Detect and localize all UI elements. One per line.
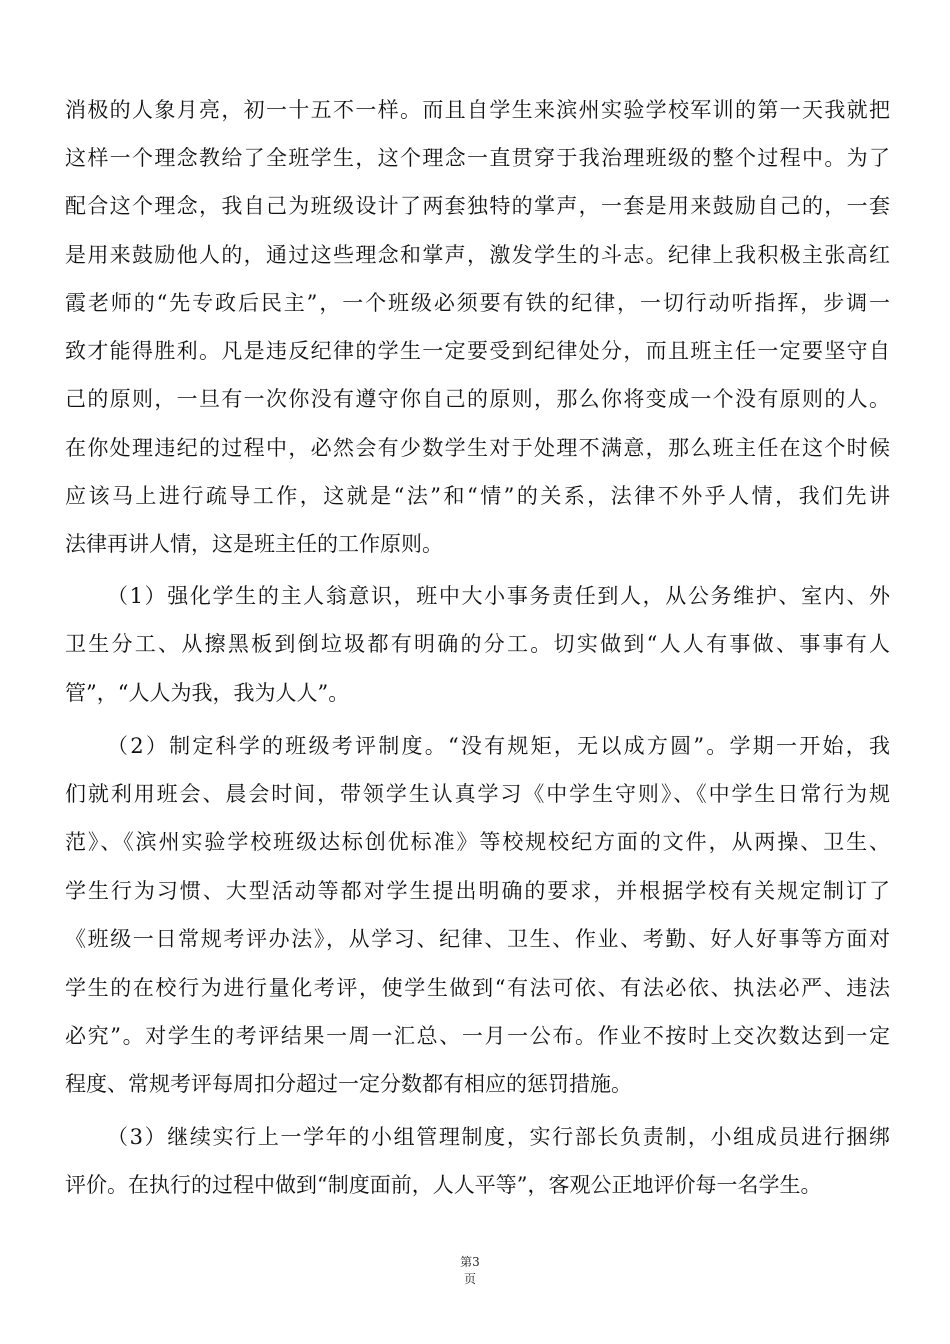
- text-line: 学生的在校行为进行量化考评，使学生做到“有法可依、有法必依、执法必严、违法: [65, 976, 890, 1000]
- text-line: （3）继续实行上一学年的小组管理制度，实行部长负责制，小组成员进行捆绑: [107, 1125, 890, 1149]
- text-line: 配合这个理念，我自己为班级设计了两套独特的掌声，一套是用来鼓励自己的，一套: [65, 194, 890, 218]
- text-line: 卫生分工、从擦黑板到倒垃圾都有明确的分工。切实做到“人人有事做、事事有人: [65, 632, 890, 656]
- page-number-line1: 第3: [460, 1255, 480, 1269]
- text-line: 己的原则，一旦有一次你没有遵守你自己的原则，那么你将变成一个没有原则的人。: [65, 387, 890, 411]
- text-line: 范》、《滨州实验学校班级达标创优标准》等校规校纪方面的文件，从两操、卫生、: [65, 830, 890, 854]
- text-line: 霞老师的“先专政后民主”，一个班级必须要有铁的纪律，一切行动听指挥，步调一: [65, 291, 890, 315]
- page-number-line2: 页: [463, 1272, 476, 1286]
- text-line: （1）强化学生的主人翁意识，班中大小事务责任到人，从公务维护、室内、外: [107, 584, 890, 608]
- text-line: （2）制定科学的班级考评制度。“没有规矩，无以成方圆”。学期一开始，我: [107, 734, 890, 758]
- text-line: 们就利用班会、晨会时间，带领学生认真学习《中学生守则》、《中学生日常行为规: [65, 782, 890, 806]
- page-number: [445, 1254, 495, 1288]
- text-line: 学生行为习惯、大型活动等都对学生提出明确的要求，并根据学校有关规定制订了: [65, 879, 890, 903]
- text-line: 消极的人象月亮，初一十五不一样。而且自学生来滨州实验学校军训的第一天我就把: [65, 98, 890, 122]
- text-line: 在你处理违纪的过程中，必然会有少数学生对于处理不满意，那么班主任在这个时候: [65, 436, 890, 460]
- text-line: 评价。在执行的过程中做到“制度面前，人人平等”，客观公正地评价每一名学生。: [65, 1173, 822, 1197]
- text-line: 法律再讲人情，这是班主任的工作原则。: [65, 532, 443, 556]
- text-line: 必究”。对学生的考评结果一周一汇总、一月一公布。作业不按时上交次数达到一定: [65, 1024, 890, 1048]
- text-line: 致才能得胜利。凡是违反纪律的学生一定要受到纪律处分，而且班主任一定要坚守自: [65, 339, 890, 363]
- text-line: 应该马上进行疏导工作，这就是“法”和“情”的关系，法律不外乎人情，我们先讲: [65, 484, 890, 508]
- text-line: 程度、常规考评每周扣分超过一定分数都有相应的惩罚措施。: [65, 1072, 632, 1096]
- text-line: 《班级一日常规考评办法》，从学习、纪律、卫生、作业、考勤、好人好事等方面对: [65, 927, 890, 951]
- text-line: 管”，“人人为我，我为人人”。: [65, 681, 350, 705]
- text-line: 是用来鼓励他人的，通过这些理念和掌声，激发学生的斗志。纪律上我积极主张高红: [65, 243, 890, 267]
- text-line: 这样一个理念教给了全班学生，这个理念一直贯穿于我治理班级的整个过程中。为了: [65, 146, 890, 170]
